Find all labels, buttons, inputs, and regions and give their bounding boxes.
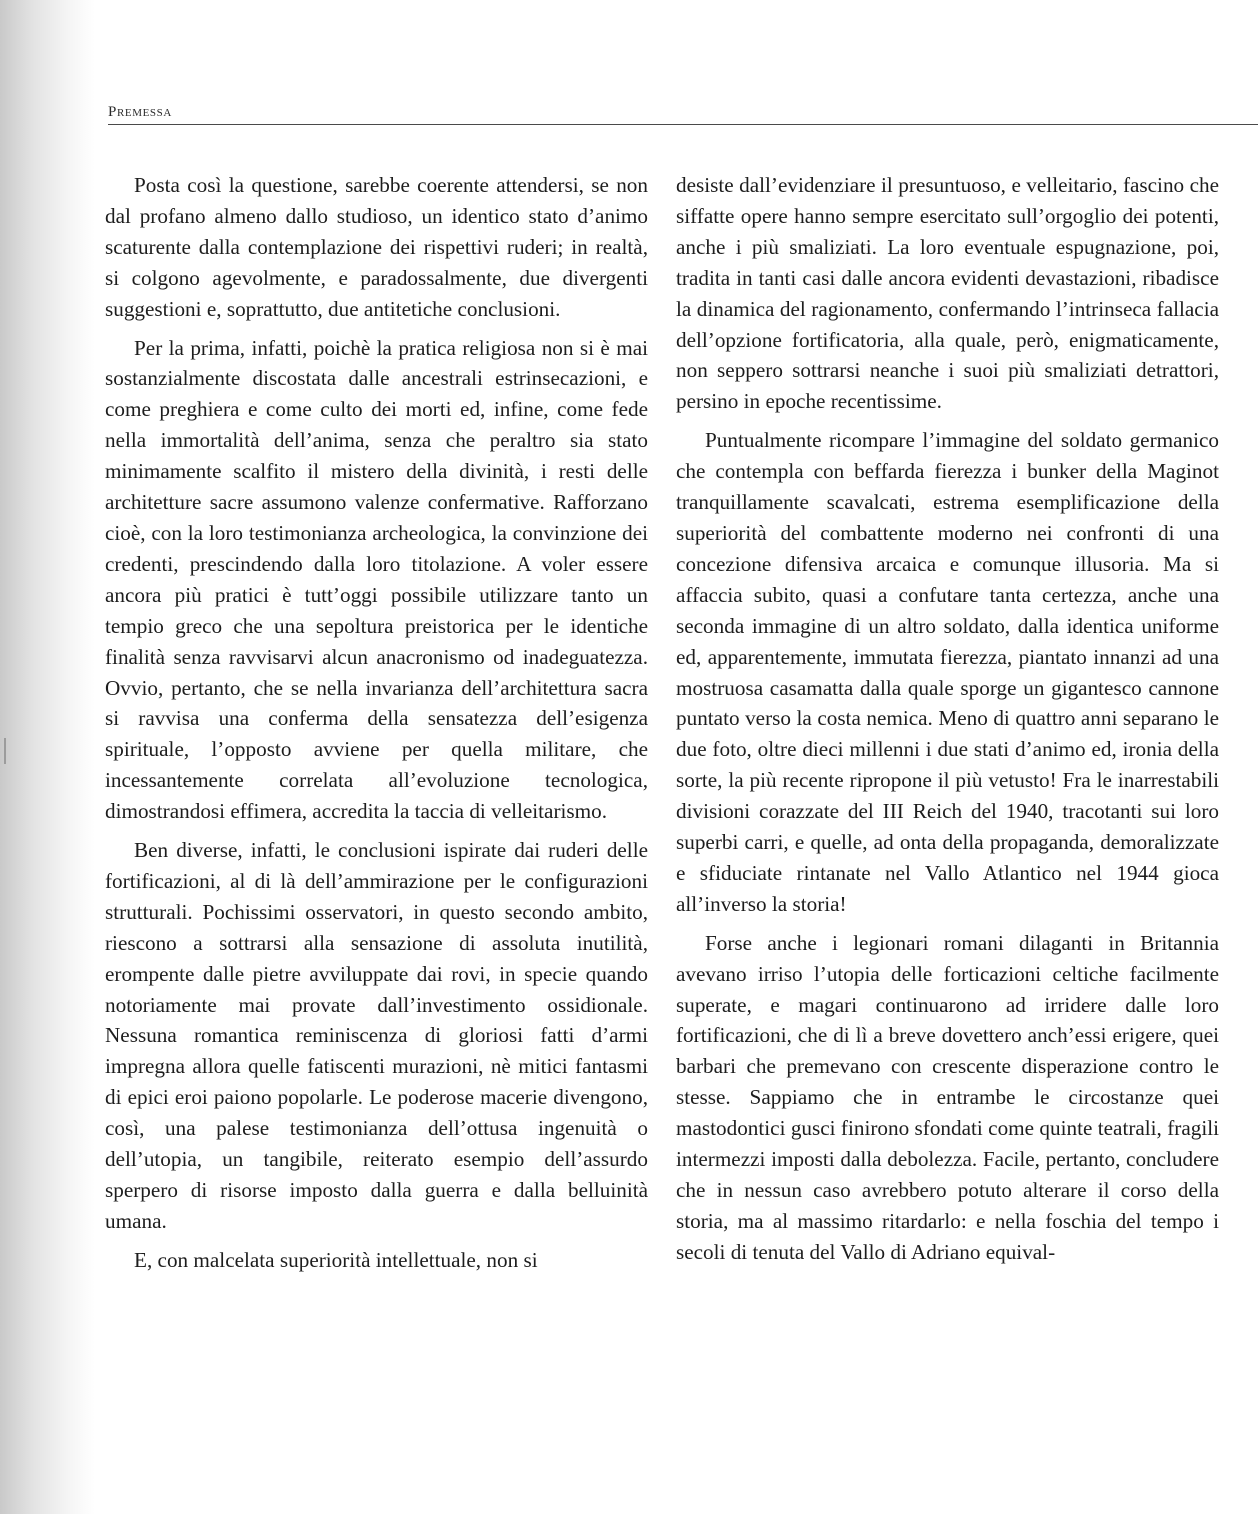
paragraph-continued: desiste dall’evidenziare il presuntuoso, e velleitario, fascino che siffatte opere hanno sempre esercitato sull’orgoglio dei potenti, anche i più smaliziati. La loro eventuale espugnazione, poi, tradita in tanti casi dalle ancora evidenti devastazioni, ribadisce la dinamica del ragionamento, confermando l’intrinseca fallacia dell’opzione fortificatoria, alla quale, però, enigmaticamente, non seppero sottrarsi neanche i suoi più smaliziati detrattori, persino in epoche recentissime. bbox=[676, 173, 1219, 414]
paragraph: Posta così la questione, sarebbe coerente attendersi, se non dal profano almeno dallo studioso, un identico stato d’animo scaturente dalla contemplazione dei rispettivi ruderi; in realtà, si colgono agevolmente, e paradossalmente, due divergenti suggestioni e, soprattutto, due antitetiche conclusioni. bbox=[105, 173, 648, 321]
text-column-right bbox=[676, 170, 1219, 1276]
running-head: Premessa bbox=[108, 104, 172, 120]
paragraph: Forse anche i legionari romani dilaganti in Britannia avevano irriso l’utopia delle forticazioni celtiche facilmente superate, e magari continuarono ad irridere dalle loro fortificazioni, che di lì a breve dovettero anch’essi erigere, quei barbari che premevano con crescente disperazione contro le stesse. Sappiamo che in entrambe le circostanze quei mastodontici gusci finirono sfondati come quinte teatrali, fragili intermezzi imposti dalla debolezza. Facile, pertanto, concludere che in nessun caso avrebbero potuto alterare il corso della storia, ma al massimo ritardarlo: e nella foschia del tempo i secoli di tenuta del Vallo di Adriano equival- bbox=[676, 930, 1219, 1264]
paragraph: E, con malcelata superiorità intellettuale, non si bbox=[134, 1247, 538, 1272]
margin-mark bbox=[4, 738, 6, 764]
paragraph: Puntualmente ricompare l’immagine del soldato germanico che contempla con beffarda fierezza i bunker della Maginot tranquillamente scavalcati, estrema esemplificazione della superiorità del combattente moderno nei confronti di una concezione difensiva arcaica e comunque illusoria. Ma si affaccia subito, quasi a confutare tanta certezza, anche una seconda immagine di un altro soldato, dalla identica uniforme ed, apparentemente, immutata fierezza, piantato innanzi ad una mostruosa casamatta dalla quale sporge un gigantesco cannone puntato verso la costa nemica. Meno di quattro anni separano le due foto, oltre dieci millenni i due stati d’animo ed, ironia della sorte, la più recente ripropone il più vetusto! Fra le inarrestabili divisioni corazzate del III Reich del 1940, tracotanti sui loro superbi carri, e quelle, ad onta della propaganda, demoralizzate e sfiduciate rintanate nel Vallo Atlantico nel 1944 gioca all’inverso la storia! bbox=[676, 428, 1219, 916]
paragraph: Per la prima, infatti, poichè la pratica religiosa non si è mai sostanzialmente discostata dalle ancestrali estrinsecazioni, e come preghiera e come culto dei morti ed, infine, come fede nella immortalità dell’anima, senza che peraltro sia stato minimamente scalfito il mistero della divinità, i resti delle architetture sacre assumono valenze confermative. Rafforzano cioè, con la loro testimonianza archeologica, la convinzione dei credenti, prescindendo dalla loro titolazione. A voler essere ancora più pratici è tutt’oggi possibile utilizzare tanto un tempio greco che una sepoltura preistorica per le identiche finalità senza ravvisarvi alcun anacronismo od inadeguatezza. Ovvio, pertanto, che se nella invarianza dell’architettura sacra si ravvisa una conferma della sensatezza dell’esigenza spirituale, l’opposto avviene per quella militare, che incessantemente correlata all’evoluzione tecnologica, dimostrandosi effimera, accredita la taccia di velleitarismo. bbox=[105, 335, 648, 824]
text-column-left bbox=[105, 170, 648, 1284]
header-rule bbox=[108, 124, 1258, 125]
book-gutter-shadow bbox=[0, 0, 95, 1514]
paragraph: Ben diverse, infatti, le conclusioni ispirate dai ruderi delle fortificazioni, al di là dell’ammirazione per le configurazioni strutturali. Pochissimi osservatori, in questo secondo ambito, riescono a sottrarsi alla sensazione di assoluta inutilità, erompente dalle pietre avviluppate dai rovi, in specie quando notoriamente mai provate dall’investimento ossidionale. Nessuna romantica reminiscenza di gloriosi fatti d’armi impregna allora quelle fatiscenti murazioni, nè mitici fantasmi di epici eroi paiono popolarle. Le poderose macerie divengono, così, una palese testimonianza dell’ottusa ingenuità o dell’utopia, un tangibile, reiterato esempio dell’assurdo sperpero di risorse imposto dalla guerra e dalla belluinità umana. bbox=[105, 838, 648, 1233]
